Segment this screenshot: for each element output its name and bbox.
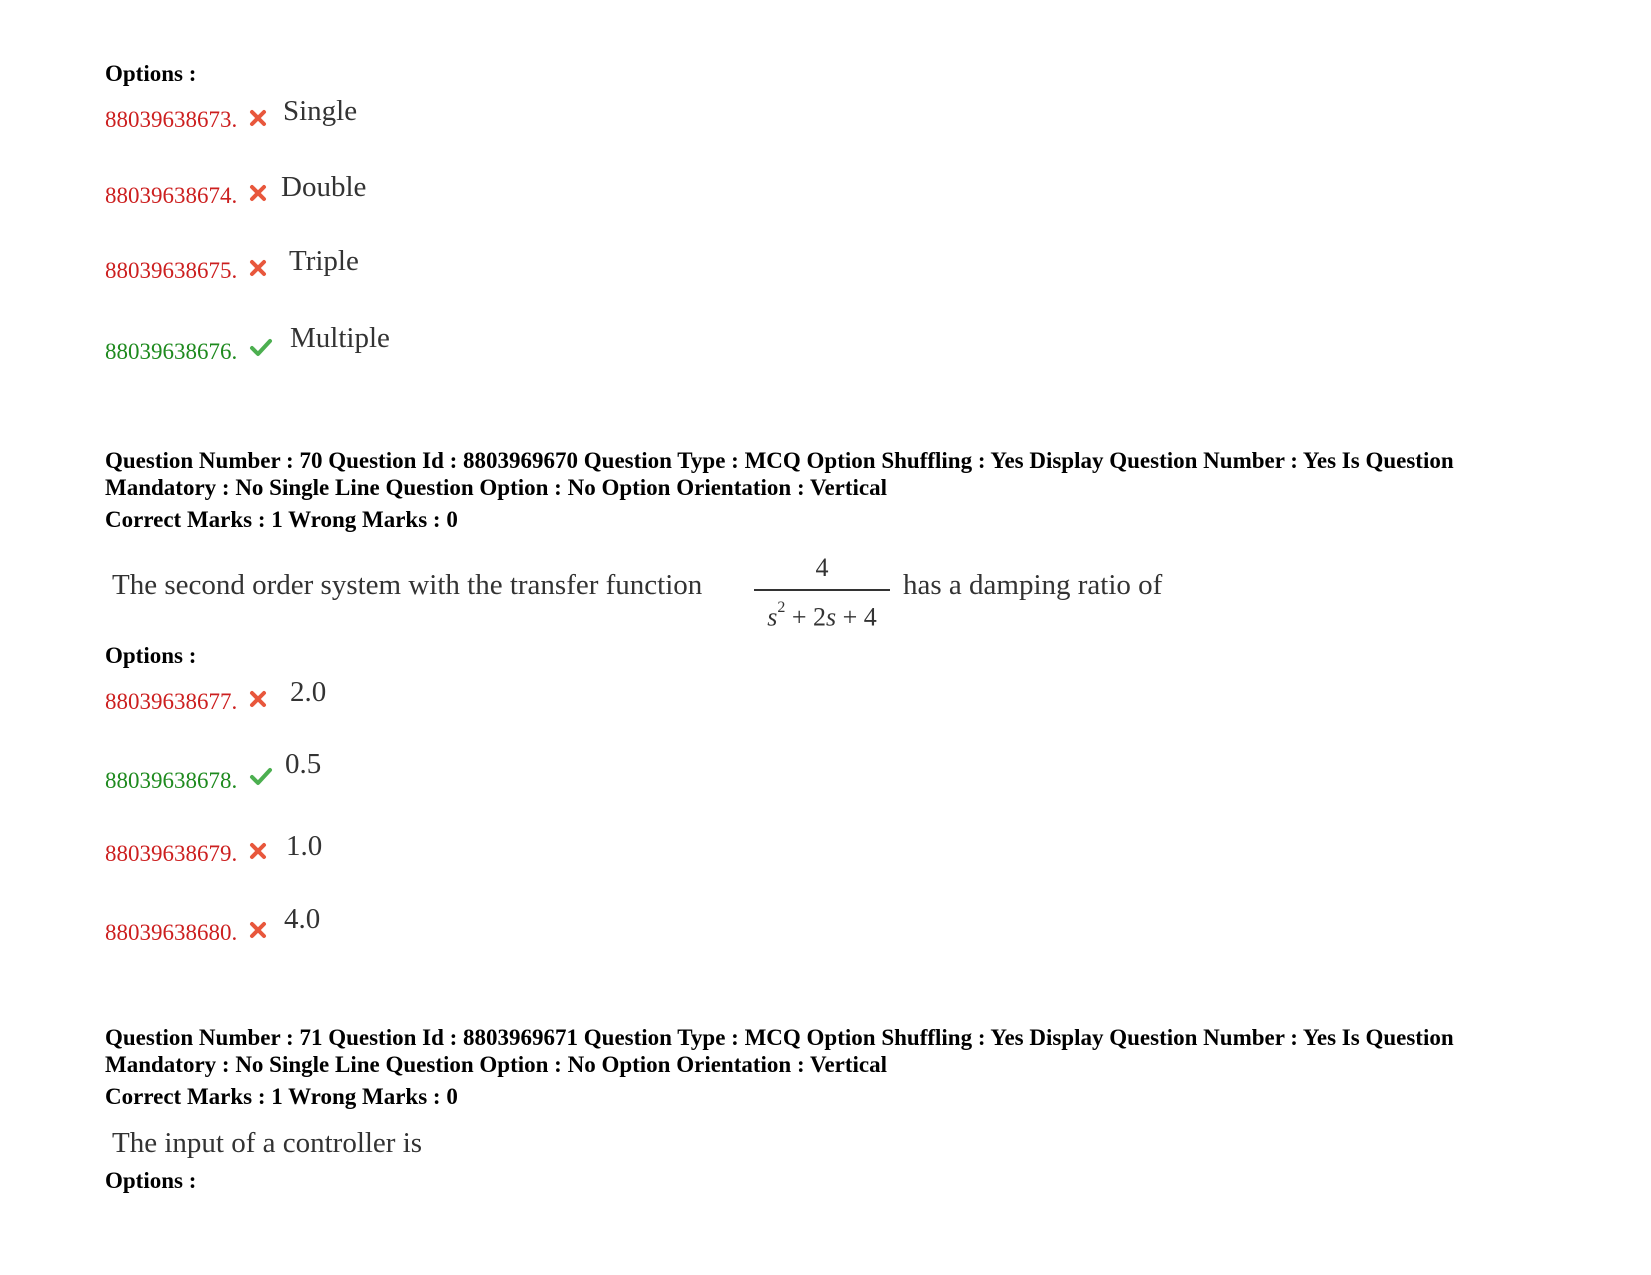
option-id: 88039638680. [105, 920, 238, 945]
question-text: The second order system with the transfer function [112, 569, 703, 601]
option-id: 88039638677. [105, 689, 238, 714]
cross-icon [248, 108, 268, 128]
option-text: 0.5 [285, 748, 322, 780]
fraction-denominator: $s^2 + 2s + 4$ [767, 599, 877, 632]
question-text-end: has a damping ratio of [903, 569, 1163, 601]
option-text: Triple [289, 245, 359, 277]
transfer-function-fraction [752, 553, 892, 633]
option-id: 88039638678. [105, 768, 238, 793]
option-id: 88039638673. [105, 107, 238, 132]
cross-icon [248, 841, 268, 861]
option-id: 88039638679. [105, 841, 238, 866]
cross-icon [248, 183, 268, 203]
option-text: 4.0 [284, 903, 321, 935]
options-label: Options : [105, 1168, 197, 1193]
marks-info: Correct Marks : 1 Wrong Marks : 0 [105, 507, 458, 532]
options-label: Options : [105, 643, 197, 668]
option-text: Multiple [290, 322, 390, 354]
option-id: 88039638674. [105, 183, 238, 208]
option-text: 2.0 [290, 676, 327, 708]
option-id: 88039638676. [105, 339, 238, 364]
option-text: Single [283, 95, 358, 127]
cross-icon [248, 258, 268, 278]
fraction-numerator: 4 [815, 553, 829, 582]
fraction-bar [754, 589, 890, 591]
cross-icon [248, 689, 268, 709]
option-text: 1.0 [286, 830, 323, 862]
cross-icon [248, 920, 268, 940]
check-icon [249, 337, 273, 357]
options-label: Options : [105, 61, 197, 86]
option-text: Double [281, 171, 367, 203]
marks-info: Correct Marks : 1 Wrong Marks : 0 [105, 1084, 458, 1109]
question-text: The input of a controller is [112, 1127, 423, 1159]
check-icon [249, 766, 273, 786]
question-meta: Question Number : 70 Question Id : 8803969670 Question Type : MCQ Option Shuffling : Yes Display Question Number : Yes Is Question Mandatory : No Single Line Question Option : No Option Orientation : Vertical [105, 448, 1454, 500]
question-meta: Question Number : 71 Question Id : 8803969671 Question Type : MCQ Option Shuffling : Yes Display Question Number : Yes Is Question Mandatory : No Single Line Question Option : No Option Orientation : Vertical [105, 1025, 1454, 1077]
option-id: 88039638675. [105, 258, 238, 283]
